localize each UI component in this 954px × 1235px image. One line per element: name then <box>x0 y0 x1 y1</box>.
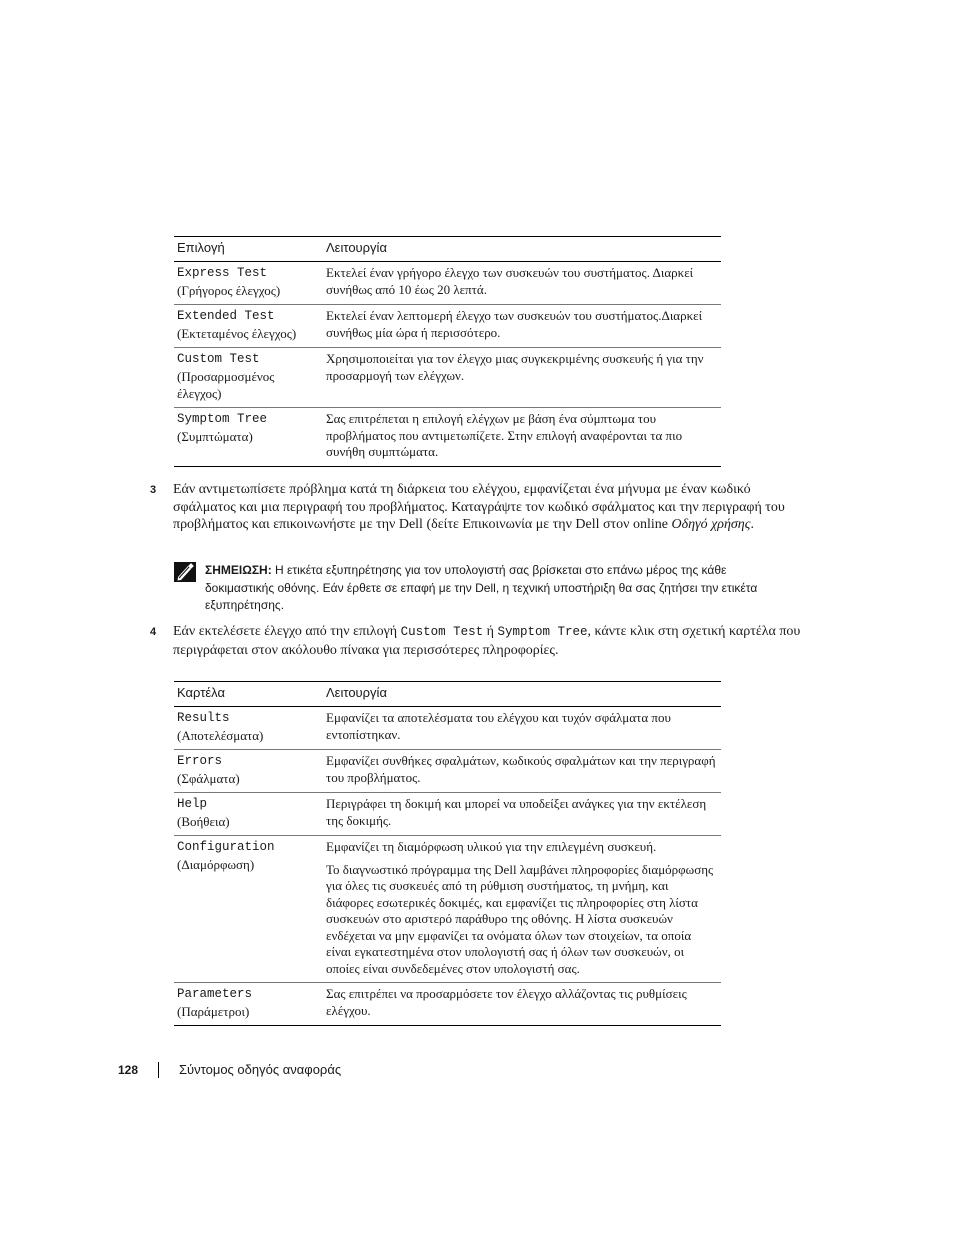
option-desc: Σας επιτρέπεται η επιλογή ελέγχων με βάση ένα σύμπτωμα του προβλήματος που αντιμετωπίζετε. Στην επιλογή αναφέρονται τα πιο συνήθη συμπτώματα. <box>326 411 683 459</box>
header-option: Επιλογή <box>177 240 225 255</box>
table-row <box>174 348 721 408</box>
tab-desc: Εμφανίζει συνθήκες σφαλμάτων, κωδικούς σφαλμάτων και την περιγραφή του προβλήματος. <box>326 753 716 785</box>
table-row <box>174 707 721 750</box>
note-label: ΣΗΜΕΙΩΣΗ: <box>205 563 272 577</box>
option-label: (Προσαρμοσμένος έλεγχος) <box>177 369 275 401</box>
table-row <box>174 793 721 836</box>
table-row <box>174 750 721 793</box>
table-row <box>174 305 721 348</box>
tab-desc-para: Το διαγνωστικό πρόγραμμα της Dell λαμβάνει πληροφορίες διαμόρφωσης για όλες τις συσκευές από τη ρύθμιση συστήματος, τη μνήμη, και διάφορες εσωτερικές δοκιμές, και εμφανίζει τις πληροφορίες στη λίστα συσκευών στο αριστερό παράθυρο της οθόνης. Η λίστα συσκευών ενδέχεται να μην εμφανίζει τα ονόματα όλων των στοιχείων, τα οποία είναι εγκατεστημένα στον υπολογιστή σας ή όλων των συσκευών, οι οποίες είναι συνδεδεμένες στον υπολογιστή σας. <box>326 861 714 976</box>
header-function: Λειτουργία <box>326 685 387 700</box>
tab-code: Parameters <box>177 987 253 1001</box>
option-desc: Εκτελεί έναν γρήγορο έλεγχο των συσκευών του συστήματος. Διαρκεί συνήθως από 10 έως 20 λεπτά. <box>326 265 694 297</box>
step-4-body-c: , κάντε κλικ στη σχετική καρτέλα που περιγράφεται στον ακόλουθο πίνακα για περισσότερες πληροφορίες. <box>173 624 801 658</box>
tab-label: (Σφάλματα) <box>177 771 240 786</box>
table-row <box>174 262 721 305</box>
header-tab: Καρτέλα <box>177 685 225 700</box>
tab-desc: Εμφανίζει τα αποτελέσματα του ελέγχου και τυχόν σφάλματα που εντοπίστηκαν. <box>326 710 671 742</box>
header-function: Λειτουργία <box>326 240 387 255</box>
tab-desc: Σας επιτρέπει να προσαρμόσετε τον έλεγχο αλλάζοντας τις ρυθμίσεις ελέγχου. <box>326 986 687 1018</box>
table-row <box>174 836 721 983</box>
tab-label: (Αποτελέσματα) <box>177 728 264 743</box>
tab-label: (Διαμόρφωση) <box>177 857 255 872</box>
tab-desc: Περιγράφει τη δοκιμή και μπορεί να υποδείξει ανάγκες για την εκτέλεση της δοκιμής. <box>326 796 707 828</box>
tab-code: Results <box>177 711 230 725</box>
option-code: Extended Test <box>177 309 275 323</box>
tab-label: (Βοήθεια) <box>177 814 230 829</box>
footer-divider <box>158 1062 159 1078</box>
option-desc: Χρησιμοποιείται για τον έλεγχο μιας συγκεκριμένης συσκευής ή για την προσαρμογή των ελέγχων. <box>326 351 704 383</box>
step-3-end: . <box>750 517 754 532</box>
page-footer <box>118 1062 342 1077</box>
table-row <box>174 408 721 467</box>
note-text <box>205 562 794 615</box>
note-body: Η ετικέτα εξυπηρέτησης για τον υπολογιστή σας βρίσκεται στο επάνω μέρος της κάθε δοκιμαστικής οθόνης. Εάν έρθετε σε επαφή με την Dell, η τεχνική υποστήριξη θα σας ζητήσει την ετικέτα εξυπηρέτησης. <box>205 563 758 612</box>
step-text <box>173 623 810 659</box>
table-row <box>174 983 721 1026</box>
tab-desc-para: Εμφανίζει τη διαμόρφωση υλικού για την επιλεγμένη συσκευή. <box>326 839 657 854</box>
tab-code: Errors <box>177 754 223 768</box>
option-code: Symptom Tree <box>177 412 268 426</box>
step-text <box>173 481 810 534</box>
step-number: 4 <box>150 626 157 638</box>
option-label: (Γρήγορος έλεγχος) <box>177 283 281 298</box>
tab-label: (Παράμετροι) <box>177 1004 250 1019</box>
step-number: 3 <box>150 484 157 496</box>
step-3 <box>150 481 810 534</box>
option-code: Custom Test <box>177 352 260 366</box>
step-3-body: Εάν αντιμετωπίσετε πρόβλημα κατά τη διάρκεια του ελέγχου, εμφανίζεται ένα μήνυμα με έναν κωδικό σφάλματος και μια περιγραφή του προβλήματος. Καταγράψτε τον κωδικό σφάλματος και την περιγραφή του προβλήματος και επικοινωνήστε με την Dell (δείτε Επικοινωνία με την Dell στον online <box>173 482 785 532</box>
note-box <box>174 562 794 615</box>
tabs-table-header <box>174 681 721 707</box>
step-4-body-b: ή <box>483 624 498 639</box>
options-table-header <box>174 236 721 262</box>
option-label: (Εκτεταμένος έλεγχος) <box>177 326 297 341</box>
page-number: 128 <box>118 1063 139 1077</box>
option-desc: Εκτελεί έναν λεπτομερή έλεγχο των συσκευών του συστήματος.Διαρκεί συνήθως μία ώρα ή περισσότερο. <box>326 308 703 340</box>
note-pencil-icon <box>174 562 196 582</box>
options-table <box>174 236 721 467</box>
tab-code: Configuration <box>177 840 275 854</box>
step-4 <box>150 623 810 659</box>
step-4-body-a: Εάν εκτελέσετε έλεγχο από την επιλογή <box>173 624 401 639</box>
tabs-table <box>174 681 721 1026</box>
tab-desc <box>326 839 721 977</box>
option-code: Express Test <box>177 266 268 280</box>
footer-title: Σύντομος οδηγός αναφοράς <box>179 1062 342 1077</box>
symptom-tree-code: Symptom Tree <box>497 625 588 639</box>
tab-code: Help <box>177 797 208 811</box>
custom-test-code: Custom Test <box>400 625 484 639</box>
user-guide-ref: Οδηγό χρήσης <box>671 517 751 532</box>
option-label: (Συμπτώματα) <box>177 429 253 444</box>
